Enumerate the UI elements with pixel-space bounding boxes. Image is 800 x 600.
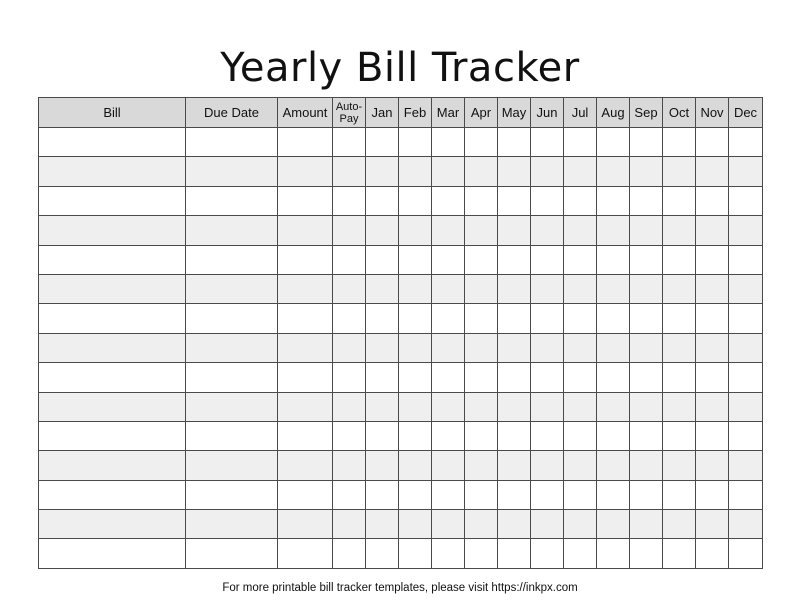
table-cell[interactable] — [498, 480, 531, 509]
table-cell[interactable] — [498, 421, 531, 450]
column-header: Due Date — [186, 98, 278, 128]
table-cell[interactable] — [630, 304, 663, 333]
table-cell[interactable] — [531, 510, 564, 539]
table-cell[interactable] — [630, 510, 663, 539]
table-cell[interactable] — [39, 539, 186, 568]
table-cell[interactable] — [432, 333, 465, 362]
table-cell[interactable] — [366, 274, 399, 303]
table-cell[interactable] — [663, 128, 696, 157]
table-cell[interactable] — [729, 363, 763, 392]
column-header: Apr — [465, 98, 498, 128]
table-row — [39, 421, 763, 450]
table-cell[interactable] — [564, 186, 597, 215]
table-cell[interactable] — [465, 186, 498, 215]
table-cell[interactable] — [696, 363, 729, 392]
table-cell[interactable] — [278, 480, 333, 509]
table-row — [39, 304, 763, 333]
table-cell[interactable] — [39, 304, 186, 333]
table-cell[interactable] — [186, 274, 278, 303]
table-cell[interactable] — [366, 245, 399, 274]
table-cell[interactable] — [564, 451, 597, 480]
table-cell[interactable] — [498, 510, 531, 539]
table-cell[interactable] — [432, 539, 465, 568]
table-cell[interactable] — [630, 421, 663, 450]
table-cell[interactable] — [399, 333, 432, 362]
table-cell[interactable] — [696, 274, 729, 303]
table-cell[interactable] — [630, 451, 663, 480]
table-cell[interactable] — [564, 539, 597, 568]
column-header: Jul — [564, 98, 597, 128]
table-cell[interactable] — [399, 216, 432, 245]
table-cell[interactable] — [597, 274, 630, 303]
table-cell[interactable] — [564, 333, 597, 362]
table-cell[interactable] — [498, 451, 531, 480]
table-cell[interactable] — [465, 363, 498, 392]
table-cell[interactable] — [278, 392, 333, 421]
table-cell[interactable] — [696, 245, 729, 274]
table-cell[interactable] — [696, 157, 729, 186]
table-cell[interactable] — [39, 363, 186, 392]
table-cell[interactable] — [366, 392, 399, 421]
page-title: Yearly Bill Tracker — [220, 44, 580, 91]
table-cell[interactable] — [333, 539, 366, 568]
table-cell[interactable] — [465, 421, 498, 450]
table-cell[interactable] — [186, 333, 278, 362]
table-cell[interactable] — [186, 128, 278, 157]
table-cell[interactable] — [663, 363, 696, 392]
table-cell[interactable] — [597, 333, 630, 362]
table-cell[interactable] — [729, 539, 763, 568]
table-cell[interactable] — [333, 510, 366, 539]
table-cell[interactable] — [729, 392, 763, 421]
table-cell[interactable] — [564, 304, 597, 333]
table-cell[interactable] — [729, 480, 763, 509]
table-cell[interactable] — [630, 363, 663, 392]
table-cell[interactable] — [399, 480, 432, 509]
table-cell[interactable] — [729, 421, 763, 450]
table-cell[interactable] — [498, 245, 531, 274]
table-cell[interactable] — [465, 216, 498, 245]
table-row — [39, 186, 763, 215]
table-cell[interactable] — [531, 451, 564, 480]
table-cell[interactable] — [39, 421, 186, 450]
table-cell[interactable] — [399, 539, 432, 568]
table-cell[interactable] — [366, 451, 399, 480]
table-cell[interactable] — [278, 451, 333, 480]
table-row — [39, 451, 763, 480]
table-cell[interactable] — [597, 363, 630, 392]
table-cell[interactable] — [498, 333, 531, 362]
table-cell[interactable] — [531, 216, 564, 245]
table-cell[interactable] — [278, 128, 333, 157]
table-cell[interactable] — [399, 451, 432, 480]
table-cell[interactable] — [432, 216, 465, 245]
table-cell[interactable] — [729, 451, 763, 480]
table-cell[interactable] — [333, 480, 366, 509]
table-cell[interactable] — [333, 157, 366, 186]
column-header: Sep — [630, 98, 663, 128]
table-cell[interactable] — [498, 392, 531, 421]
table-cell[interactable] — [564, 216, 597, 245]
table-row — [39, 245, 763, 274]
table-cell[interactable] — [630, 392, 663, 421]
table-cell[interactable] — [696, 539, 729, 568]
table-cell[interactable] — [597, 216, 630, 245]
table-cell[interactable] — [432, 274, 465, 303]
table-cell[interactable] — [663, 186, 696, 215]
table-cell[interactable] — [696, 451, 729, 480]
table-cell[interactable] — [399, 363, 432, 392]
table-row — [39, 216, 763, 245]
table-cell[interactable] — [366, 157, 399, 186]
table-cell[interactable] — [333, 333, 366, 362]
table-cell[interactable] — [597, 510, 630, 539]
table-cell[interactable] — [366, 333, 399, 362]
table-cell[interactable] — [39, 245, 186, 274]
table-cell[interactable] — [531, 333, 564, 362]
table-cell[interactable] — [39, 392, 186, 421]
table-cell[interactable] — [366, 480, 399, 509]
table-cell[interactable] — [186, 451, 278, 480]
table-cell[interactable] — [696, 333, 729, 362]
table-cell[interactable] — [432, 157, 465, 186]
table-cell[interactable] — [729, 245, 763, 274]
column-header: May — [498, 98, 531, 128]
table-cell[interactable] — [696, 421, 729, 450]
table-row — [39, 274, 763, 303]
table-row — [39, 539, 763, 568]
table-cell[interactable] — [531, 304, 564, 333]
table-cell[interactable] — [663, 274, 696, 303]
table-cell[interactable] — [465, 304, 498, 333]
table-cell[interactable] — [278, 510, 333, 539]
column-header: Nov — [696, 98, 729, 128]
table-cell[interactable] — [399, 128, 432, 157]
table-cell[interactable] — [399, 392, 432, 421]
table-row — [39, 157, 763, 186]
table-cell[interactable] — [630, 186, 663, 215]
table-cell[interactable] — [399, 274, 432, 303]
table-cell[interactable] — [729, 510, 763, 539]
column-header: Jan — [366, 98, 399, 128]
table-cell[interactable] — [278, 304, 333, 333]
table-cell[interactable] — [366, 363, 399, 392]
table-cell[interactable] — [366, 539, 399, 568]
table-cell[interactable] — [278, 421, 333, 450]
table-cell[interactable] — [531, 128, 564, 157]
table-cell[interactable] — [186, 510, 278, 539]
table-cell[interactable] — [564, 128, 597, 157]
column-header: Feb — [399, 98, 432, 128]
table-cell[interactable] — [597, 480, 630, 509]
table-cell[interactable] — [39, 480, 186, 509]
table-cell[interactable] — [630, 216, 663, 245]
table-row — [39, 392, 763, 421]
table-row — [39, 510, 763, 539]
table-cell[interactable] — [630, 128, 663, 157]
table-cell[interactable] — [531, 274, 564, 303]
table-cell[interactable] — [630, 245, 663, 274]
table-cell[interactable] — [186, 539, 278, 568]
table-cell[interactable] — [498, 157, 531, 186]
table-cell[interactable] — [432, 392, 465, 421]
table-cell[interactable] — [663, 333, 696, 362]
table-cell[interactable] — [729, 274, 763, 303]
table-cell[interactable] — [564, 245, 597, 274]
table-cell[interactable] — [597, 186, 630, 215]
table-cell[interactable] — [278, 216, 333, 245]
table-cell[interactable] — [465, 392, 498, 421]
table-cell[interactable] — [663, 480, 696, 509]
table-cell[interactable] — [432, 245, 465, 274]
table-cell[interactable] — [663, 216, 696, 245]
table-cell[interactable] — [729, 333, 763, 362]
table-cell[interactable] — [696, 480, 729, 509]
table-cell[interactable] — [333, 392, 366, 421]
table-cell[interactable] — [333, 304, 366, 333]
table-cell[interactable] — [663, 304, 696, 333]
table-cell[interactable] — [531, 392, 564, 421]
table-cell[interactable] — [39, 157, 186, 186]
table-cell[interactable] — [186, 363, 278, 392]
table-cell[interactable] — [465, 245, 498, 274]
table-cell[interactable] — [186, 216, 278, 245]
table-cell[interactable] — [39, 216, 186, 245]
table-cell[interactable] — [696, 128, 729, 157]
table-cell[interactable] — [465, 128, 498, 157]
table-cell[interactable] — [278, 333, 333, 362]
table-cell[interactable] — [564, 274, 597, 303]
table-cell[interactable] — [399, 421, 432, 450]
table-cell[interactable] — [432, 304, 465, 333]
table-cell[interactable] — [333, 216, 366, 245]
table-cell[interactable] — [630, 480, 663, 509]
table-cell[interactable] — [186, 157, 278, 186]
table-cell[interactable] — [465, 539, 498, 568]
table-cell[interactable] — [366, 186, 399, 215]
header-row — [39, 98, 763, 128]
column-header: Jun — [531, 98, 564, 128]
table-cell[interactable] — [663, 392, 696, 421]
table-cell[interactable] — [597, 539, 630, 568]
table-cell[interactable] — [564, 392, 597, 421]
table-cell[interactable] — [432, 421, 465, 450]
table-cell[interactable] — [432, 186, 465, 215]
table-cell[interactable] — [531, 245, 564, 274]
table-cell[interactable] — [663, 451, 696, 480]
table-cell[interactable] — [531, 186, 564, 215]
table-cell[interactable] — [39, 510, 186, 539]
table-cell[interactable] — [729, 157, 763, 186]
table-cell[interactable] — [39, 451, 186, 480]
table-cell[interactable] — [465, 333, 498, 362]
table-cell[interactable] — [278, 274, 333, 303]
table-cell[interactable] — [186, 392, 278, 421]
table-cell[interactable] — [564, 421, 597, 450]
table-cell[interactable] — [564, 363, 597, 392]
table-cell[interactable] — [498, 128, 531, 157]
table-cell[interactable] — [432, 128, 465, 157]
table-cell[interactable] — [729, 128, 763, 157]
table-cell[interactable] — [663, 245, 696, 274]
table-cell[interactable] — [278, 186, 333, 215]
table-cell[interactable] — [498, 539, 531, 568]
table-cell[interactable] — [465, 451, 498, 480]
table-cell[interactable] — [366, 304, 399, 333]
table-cell[interactable] — [597, 245, 630, 274]
table-cell[interactable] — [729, 304, 763, 333]
table-cell[interactable] — [630, 157, 663, 186]
table-cell[interactable] — [531, 539, 564, 568]
table-cell[interactable] — [696, 392, 729, 421]
table-cell[interactable] — [186, 186, 278, 215]
table-cell[interactable] — [432, 510, 465, 539]
table-cell[interactable] — [465, 510, 498, 539]
table-row — [39, 480, 763, 509]
table-cell[interactable] — [39, 274, 186, 303]
table-cell[interactable] — [597, 421, 630, 450]
column-header: Bill — [39, 98, 186, 128]
table-cell[interactable] — [696, 304, 729, 333]
table-cell[interactable] — [597, 128, 630, 157]
table-cell[interactable] — [597, 157, 630, 186]
table-cell[interactable] — [564, 480, 597, 509]
table-cell[interactable] — [729, 216, 763, 245]
table-cell[interactable] — [564, 157, 597, 186]
table-cell[interactable] — [498, 216, 531, 245]
table-cell[interactable] — [333, 186, 366, 215]
table-cell[interactable] — [333, 363, 366, 392]
column-header: Mar — [432, 98, 465, 128]
table-cell[interactable] — [630, 333, 663, 362]
column-header: Auto- Pay — [333, 98, 366, 128]
table-cell[interactable] — [366, 216, 399, 245]
table-cell[interactable] — [278, 157, 333, 186]
table-cell[interactable] — [399, 157, 432, 186]
table-cell[interactable] — [39, 333, 186, 362]
table-cell[interactable] — [663, 157, 696, 186]
table-cell[interactable] — [366, 421, 399, 450]
table-cell[interactable] — [663, 421, 696, 450]
table-cell[interactable] — [333, 274, 366, 303]
table-row — [39, 363, 763, 392]
table-cell[interactable] — [663, 510, 696, 539]
table-cell[interactable] — [186, 245, 278, 274]
bill-tracker-table — [38, 97, 763, 569]
table-cell[interactable] — [630, 274, 663, 303]
table-cell[interactable] — [432, 480, 465, 509]
table-cell[interactable] — [597, 304, 630, 333]
table-cell[interactable] — [465, 480, 498, 509]
table-cell[interactable] — [531, 480, 564, 509]
column-header: Oct — [663, 98, 696, 128]
column-header: Aug — [597, 98, 630, 128]
table-row — [39, 333, 763, 362]
table-cell[interactable] — [186, 421, 278, 450]
table-cell[interactable] — [399, 245, 432, 274]
table-cell[interactable] — [278, 363, 333, 392]
table-cell[interactable] — [366, 128, 399, 157]
table-cell[interactable] — [531, 363, 564, 392]
table-cell[interactable] — [39, 128, 186, 157]
table-cell[interactable] — [696, 186, 729, 215]
table-cell[interactable] — [278, 539, 333, 568]
table-cell[interactable] — [465, 157, 498, 186]
table-cell[interactable] — [333, 421, 366, 450]
table-cell[interactable] — [498, 186, 531, 215]
table-cell[interactable] — [696, 510, 729, 539]
table-cell[interactable] — [366, 510, 399, 539]
table-cell[interactable] — [663, 539, 696, 568]
table-cell[interactable] — [696, 216, 729, 245]
table-cell[interactable] — [186, 304, 278, 333]
table-cell[interactable] — [597, 451, 630, 480]
table-cell[interactable] — [498, 274, 531, 303]
table-cell[interactable] — [498, 363, 531, 392]
table-cell[interactable] — [531, 157, 564, 186]
table-cell[interactable] — [333, 451, 366, 480]
table-cell[interactable] — [597, 392, 630, 421]
table-cell[interactable] — [432, 451, 465, 480]
table-cell[interactable] — [333, 245, 366, 274]
footer-note: For more printable bill tracker templates, please visit https://inkpx.com — [222, 582, 578, 594]
table-cell[interactable] — [399, 304, 432, 333]
table-cell[interactable] — [432, 363, 465, 392]
table-cell[interactable] — [729, 186, 763, 215]
table-cell[interactable] — [465, 274, 498, 303]
column-header: Amount — [278, 98, 333, 128]
column-header: Dec — [729, 98, 763, 128]
table-cell[interactable] — [531, 421, 564, 450]
table-cell[interactable] — [630, 539, 663, 568]
table-cell[interactable] — [278, 245, 333, 274]
table-cell[interactable] — [186, 480, 278, 509]
table-cell[interactable] — [564, 510, 597, 539]
table-row — [39, 128, 763, 157]
table-cell[interactable] — [399, 510, 432, 539]
table-cell[interactable] — [498, 304, 531, 333]
table-cell[interactable] — [333, 128, 366, 157]
table-cell[interactable] — [39, 186, 186, 215]
table-cell[interactable] — [399, 186, 432, 215]
